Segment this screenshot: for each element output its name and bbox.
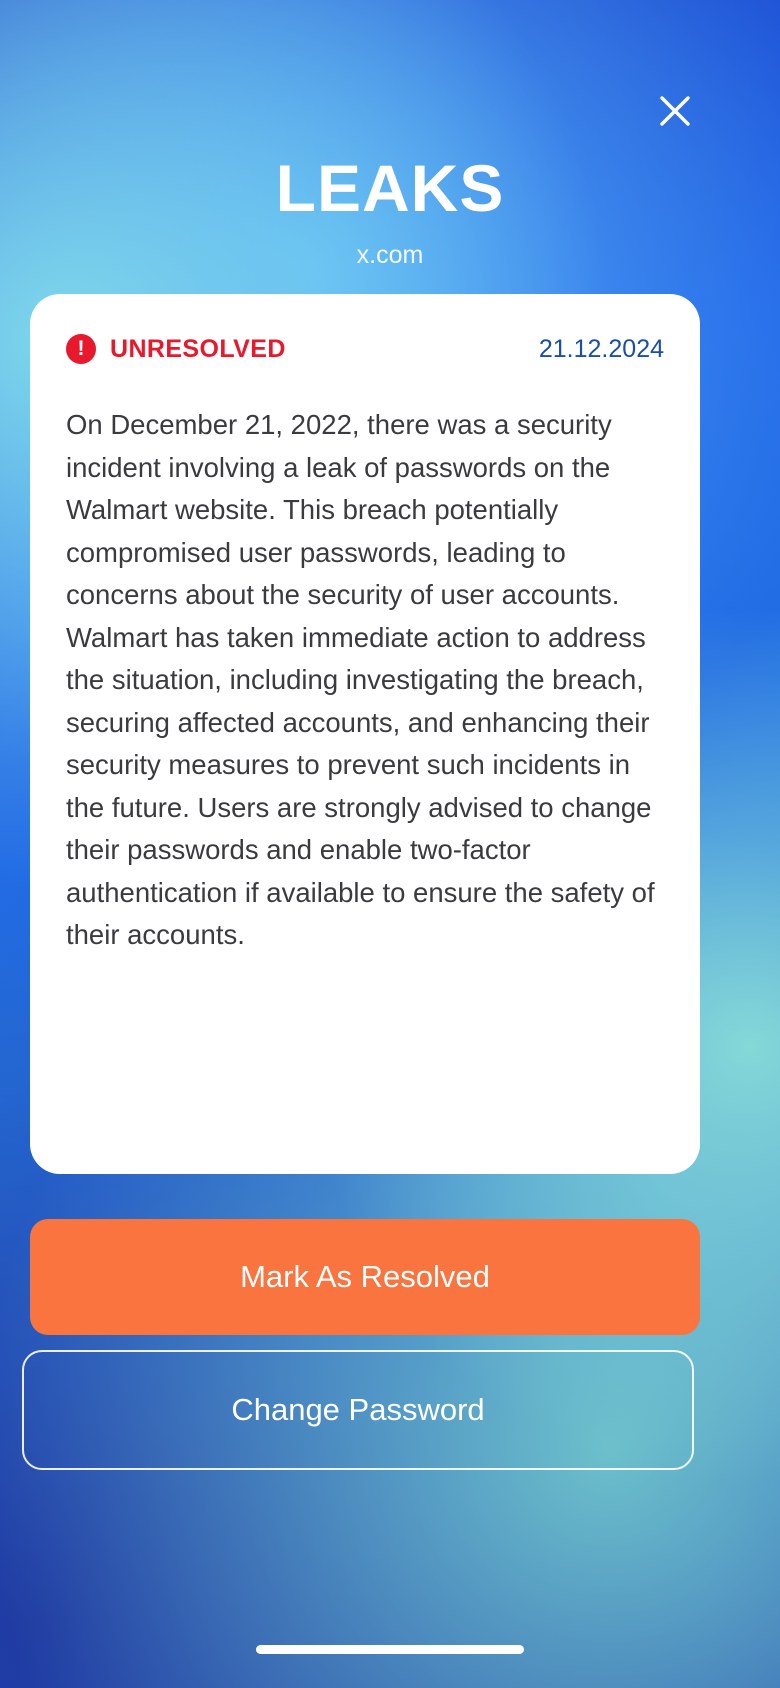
page-subtitle: x.com bbox=[356, 241, 424, 269]
close-icon bbox=[657, 93, 693, 129]
change-password-button[interactable]: Change Password bbox=[22, 1350, 694, 1470]
alert-icon: ! bbox=[66, 334, 96, 364]
mark-as-resolved-button[interactable]: Mark As Resolved bbox=[30, 1219, 700, 1335]
close-button[interactable] bbox=[652, 88, 698, 134]
header bbox=[0, 150, 780, 272]
card-header bbox=[66, 330, 664, 368]
leak-card bbox=[30, 294, 700, 1174]
leak-date: 21.12.2024 bbox=[538, 334, 664, 363]
home-indicator bbox=[256, 1645, 524, 1654]
status-label: UNRESOLVED bbox=[110, 334, 286, 363]
page-title: LEAKS bbox=[275, 151, 505, 225]
leak-description: On December 21, 2022, there was a security incident involving a leak of passwords on the Walmart website. This breach potentially compromised user passwords, leading to concerns about the security of user accounts. Walmart has taken immediate action to address the situation, including investigating the breach, securing affected accounts, and enhancing their security measures to prevent such incidents in the future. Users are strongly advised to change their passwords and enable two-factor authentication if available to ensure the safety of their accounts. bbox=[66, 409, 655, 950]
status-badge bbox=[66, 334, 286, 364]
